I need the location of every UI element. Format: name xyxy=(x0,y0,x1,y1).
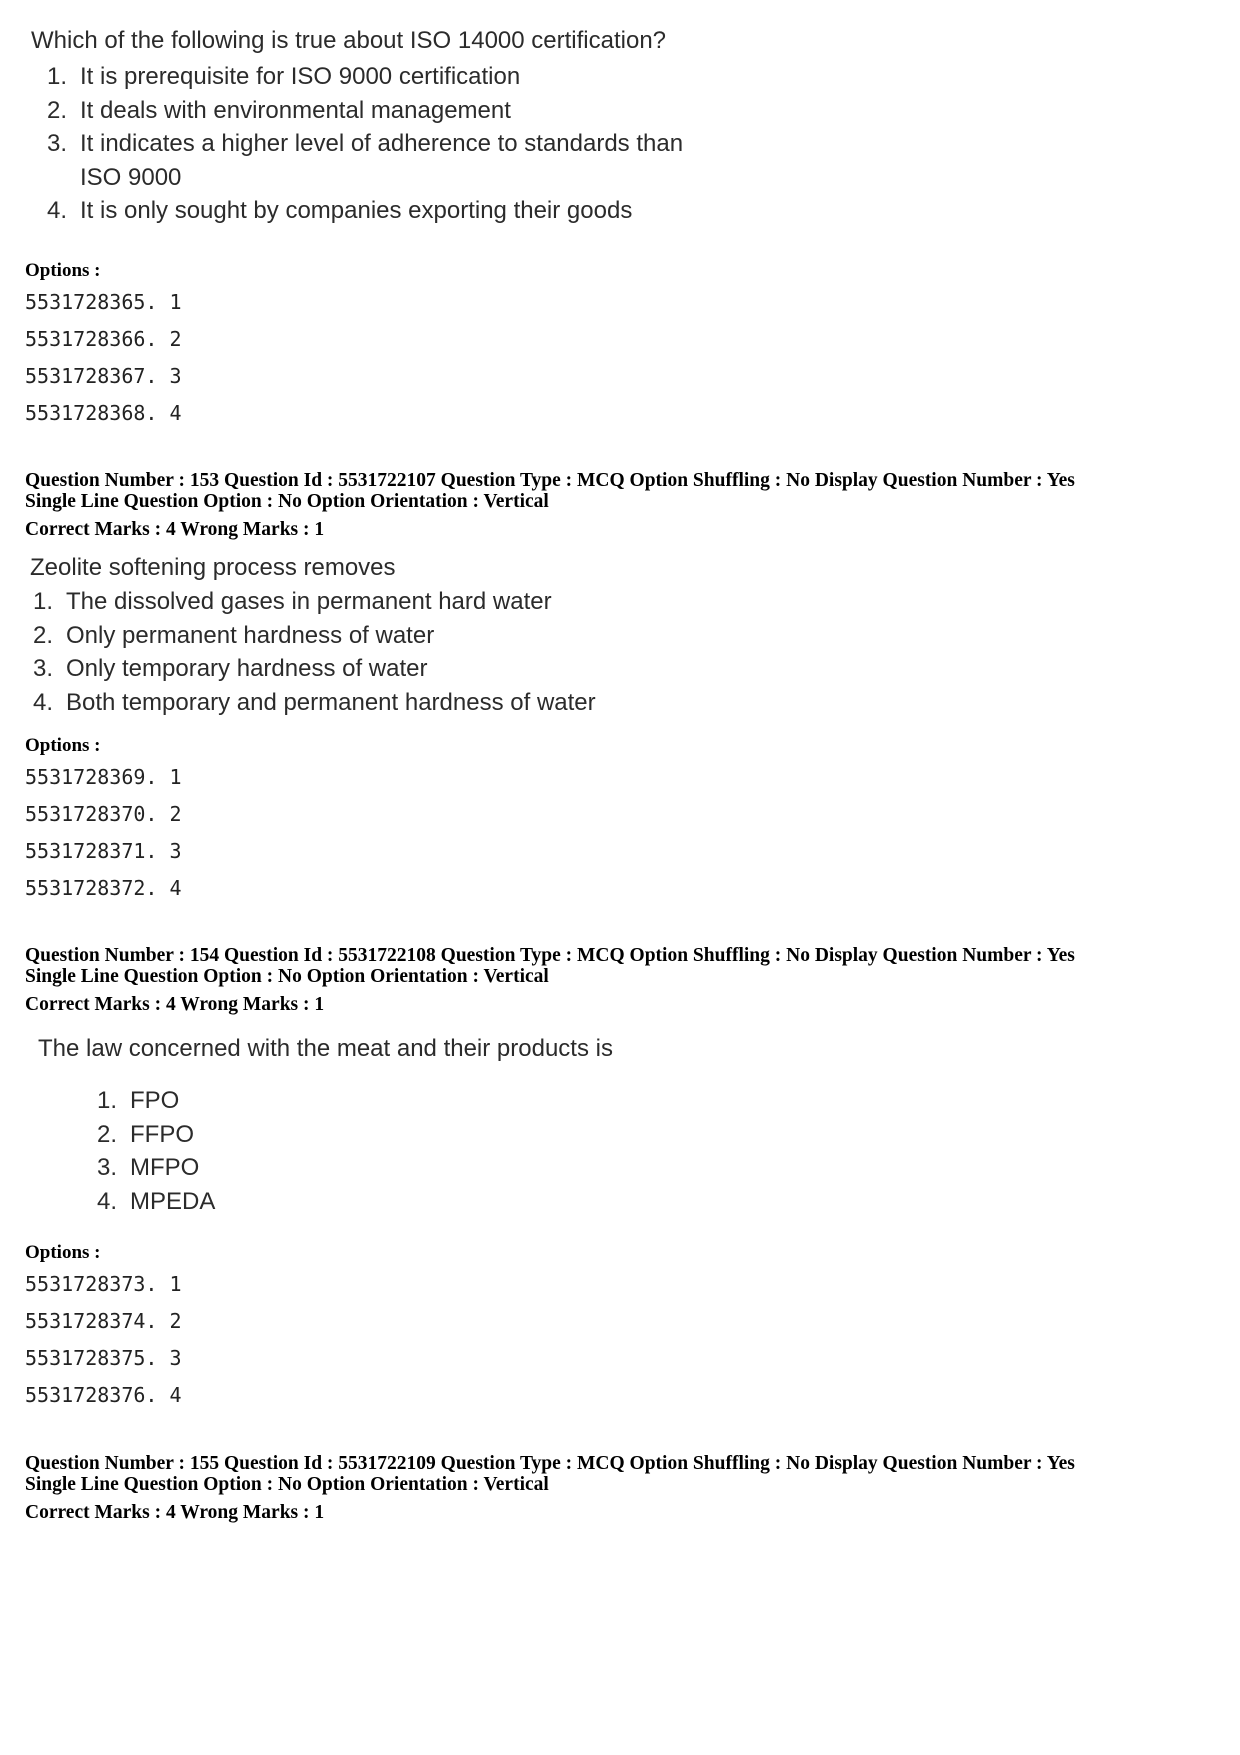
answer-choice: 2. It deals with environmental management xyxy=(46,96,511,124)
question-meta-line: Question Number : 155 Question Id : 5531722109 Question Type : MCQ Option Shuffling : No Display Question Number : Yes xyxy=(25,1453,1075,1474)
option-id: 5531728371. 3 xyxy=(25,839,182,863)
answer-choice: 1. FPO xyxy=(96,1087,180,1114)
option-id: 5531728374. 2 xyxy=(25,1309,182,1333)
marks-line: Correct Marks : 4 Wrong Marks : 1 xyxy=(25,519,325,540)
answer-choices xyxy=(81,1084,738,1219)
answer-choice: 3. Only temporary hardness of water xyxy=(32,655,428,683)
option-id: 5531728370. 2 xyxy=(25,802,182,826)
question-meta-line: Question Number : 153 Question Id : 5531722107 Question Type : MCQ Option Shuffling : No Display Question Number : Yes xyxy=(25,470,1075,491)
answer-choice: 4. Both temporary and permanent hardness of water xyxy=(32,689,596,717)
options-label: Options : xyxy=(25,1242,101,1263)
answer-choice: 3. It indicates a higher level of adherence to standards than ISO 9000 xyxy=(46,130,684,191)
question-stem: Zeolite softening process removes xyxy=(30,554,396,581)
option-ids xyxy=(25,290,182,438)
option-id: 5531728375. 3 xyxy=(25,1346,182,1370)
answer-choice: 4. It is only sought by companies exporting their goods xyxy=(46,197,633,225)
question-152-image xyxy=(31,26,751,228)
question-153-image xyxy=(30,553,730,720)
option-ids xyxy=(25,1272,182,1420)
question-stem: Which of the following is true about ISO 14000 certification? xyxy=(31,27,667,54)
question-stem: The law concerned with the meat and their products is xyxy=(38,1035,613,1062)
option-id: 5531728365. 1 xyxy=(25,290,182,314)
option-id: 5531728366. 2 xyxy=(25,327,182,351)
answer-choice: 1. It is prerequisite for ISO 9000 certification xyxy=(46,63,521,90)
marks-line: Correct Marks : 4 Wrong Marks : 1 xyxy=(25,1502,325,1523)
answer-choice: 2. FFPO xyxy=(96,1120,194,1148)
answer-choice: 1. The dissolved gases in permanent hard water xyxy=(32,588,552,615)
answer-choice: 2. Only permanent hardness of water xyxy=(32,621,435,649)
option-id: 5531728373. 1 xyxy=(25,1272,182,1296)
question-meta-line: Single Line Question Option : No Option Orientation : Vertical xyxy=(25,491,549,512)
option-id: 5531728372. 4 xyxy=(25,876,182,900)
option-id: 5531728369. 1 xyxy=(25,765,182,789)
option-ids xyxy=(25,765,182,913)
question-meta xyxy=(25,470,1075,540)
answer-choices xyxy=(31,60,751,228)
question-meta xyxy=(25,945,1075,1015)
option-id: 5531728376. 4 xyxy=(25,1383,182,1407)
question-meta-line: Question Number : 154 Question Id : 5531722108 Question Type : MCQ Option Shuffling : No Display Question Number : Yes xyxy=(25,945,1075,966)
marks-line: Correct Marks : 4 Wrong Marks : 1 xyxy=(25,994,325,1015)
answer-choice: 4. MPEDA xyxy=(96,1188,216,1216)
question-meta-line: Single Line Question Option : No Option Orientation : Vertical xyxy=(25,1474,549,1495)
answer-choices xyxy=(17,585,730,720)
question-154-image xyxy=(38,1034,738,1219)
answer-choice: 3. MFPO xyxy=(96,1154,200,1182)
options-label: Options : xyxy=(25,260,101,281)
option-id: 5531728367. 3 xyxy=(25,364,182,388)
options-label: Options : xyxy=(25,735,101,756)
question-meta xyxy=(25,1453,1075,1523)
question-meta-line: Single Line Question Option : No Option Orientation : Vertical xyxy=(25,966,549,987)
option-id: 5531728368. 4 xyxy=(25,401,182,425)
